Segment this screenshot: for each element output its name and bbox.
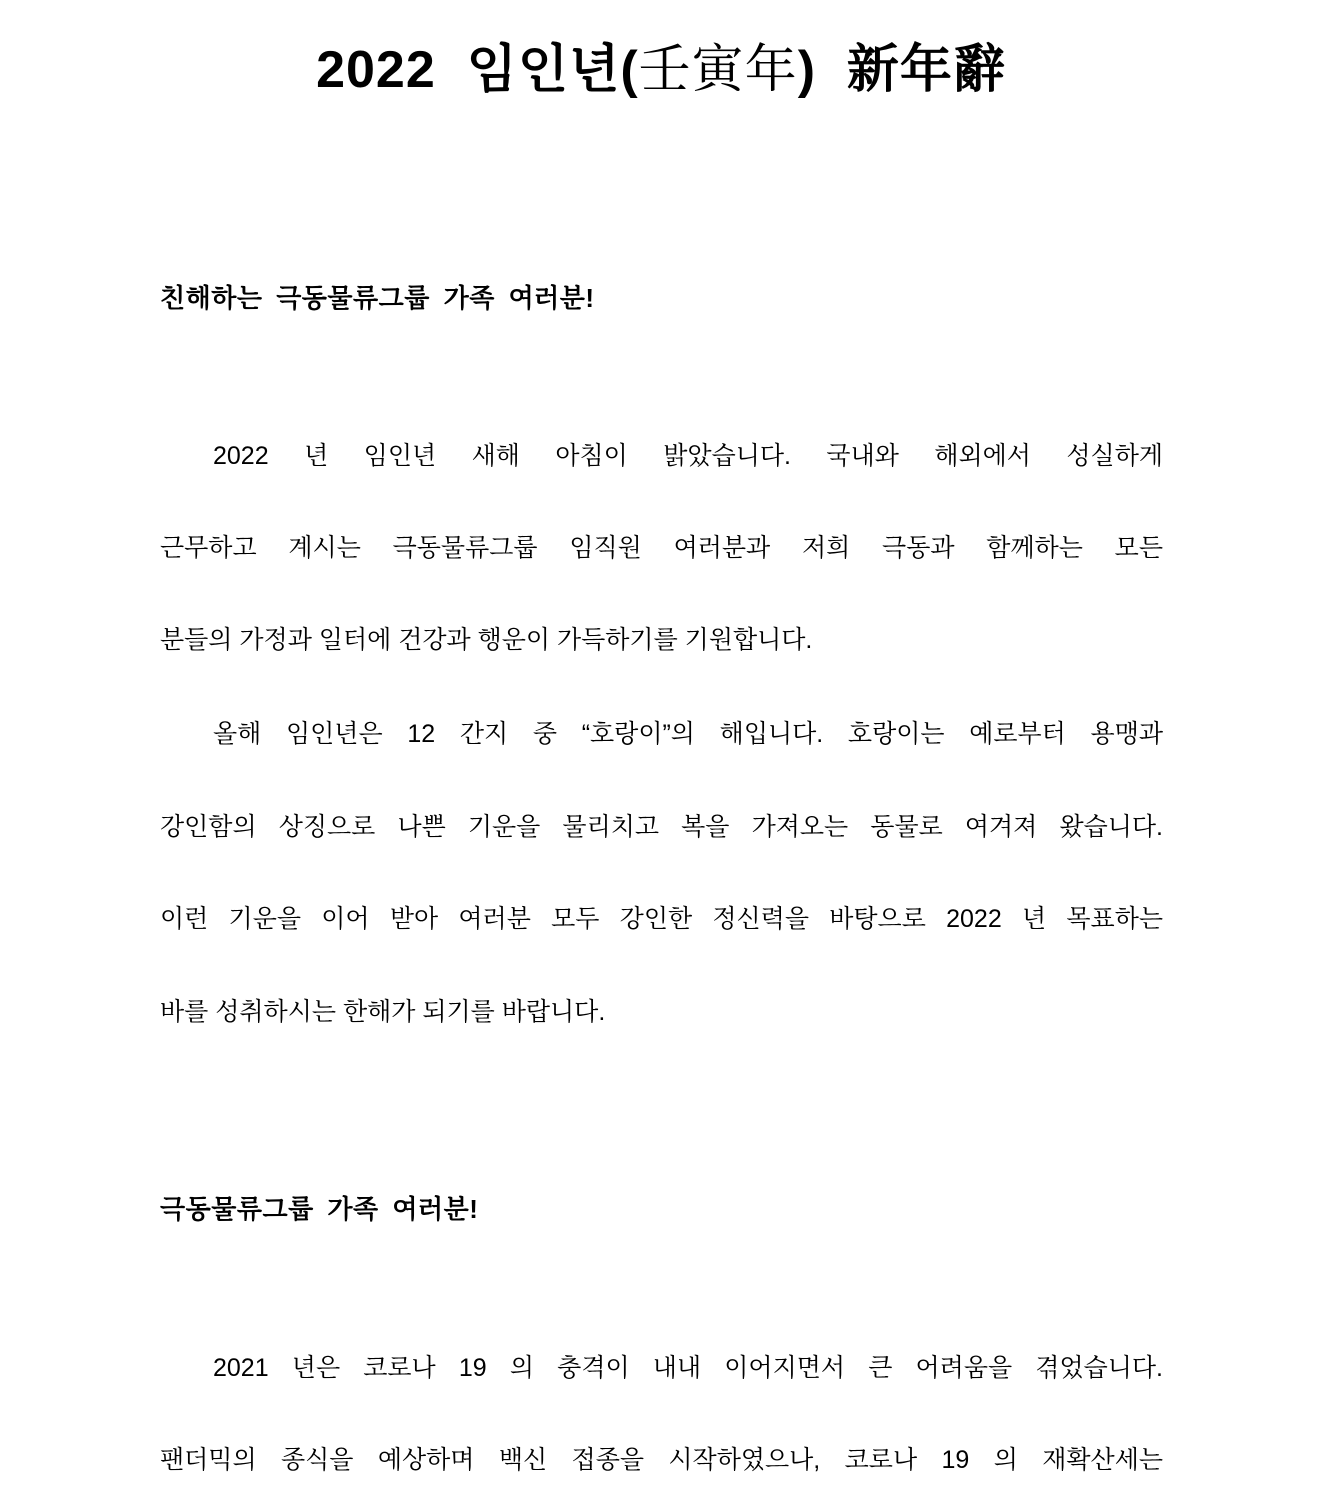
paragraph-2-line-1: 올해 임인년은 12 간지 중 “호랑이”의 해입니다. 호랑이는 예로부터 용맹과	[213, 720, 1163, 748]
title-hanja: 壬寅年	[638, 40, 798, 100]
paragraph-1-line-2: 근무하고 계시는 극동물류그룹 임직원 여러분과 저희 극동과 함께하는 모든	[160, 534, 1163, 562]
greeting-heading-2: 극동물류그룹 가족 여러분!	[160, 1194, 479, 1224]
paragraph-1-line-3: 분들의 가정과 일터에 건강과 행운이 가득하기를 기원합니다.	[160, 626, 813, 654]
paragraph-3-line-2: 팬더믹의 종식을 예상하며 백신 접종을 시작하였으나, 코로나 19 의 재확산세는	[160, 1446, 1163, 1474]
paragraph-1-line-1: 2022 년 임인년 새해 아침이 밝았습니다. 국내와 해외에서 성실하게	[213, 442, 1163, 470]
paragraph-2-line-3: 이런 기운을 이어 받아 여러분 모두 강인한 정신력을 바탕으로 2022 년 목표하는	[160, 905, 1163, 933]
document-title	[0, 38, 1322, 102]
paragraph-3-line-1: 2021 년은 코로나 19 의 충격이 내내 이어지면서 큰 어려움을 겪었습니다.	[213, 1354, 1163, 1382]
title-suffix: ) 新年辭	[797, 41, 1006, 99]
title-prefix: 2022 임인년(	[316, 41, 639, 99]
greeting-heading-1: 친해하는 극동물류그룹 가족 여러분!	[160, 283, 595, 313]
paragraph-2-line-2: 강인함의 상징으로 나쁜 기운을 물리치고 복을 가져오는 동물로 여겨져 왔습니다.	[160, 813, 1163, 841]
paragraph-2-line-4: 바를 성취하시는 한해가 되기를 바랍니다.	[160, 998, 606, 1026]
